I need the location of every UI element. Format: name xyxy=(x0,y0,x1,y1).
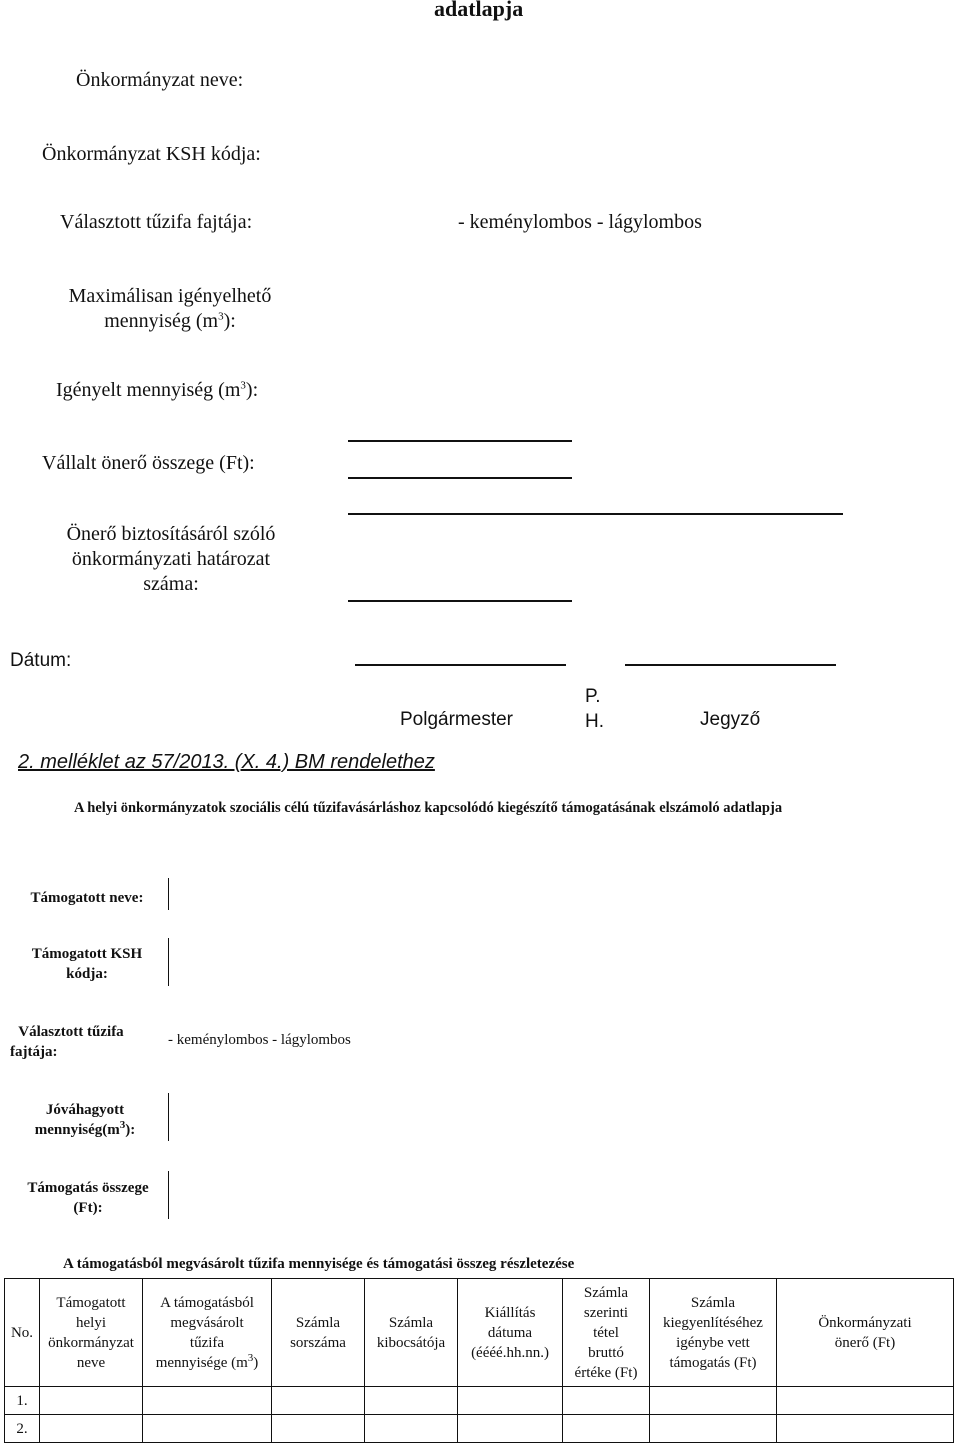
table-cell[interactable] xyxy=(143,1415,272,1443)
valasztott-tuzifa-value: - keménylombos - lágylombos xyxy=(168,1032,351,1048)
detail-table xyxy=(4,1278,954,1443)
jovahagyott-line2: $mennyiség(m^3)$: xyxy=(34,1119,136,1138)
max-mennyiseg-line2: mennyiség $(m^3)$: xyxy=(104,310,236,332)
table-cell[interactable] xyxy=(40,1415,143,1443)
table-cell[interactable] xyxy=(650,1415,777,1443)
table-row xyxy=(5,1415,954,1443)
ph-line2: H. xyxy=(585,711,604,732)
row-number: 2. xyxy=(5,1415,40,1443)
valasztott-tuzifa-label xyxy=(4,1022,138,1062)
th-brutto: Számla szerinti tétel bruttó értéke (Ft) xyxy=(563,1279,650,1387)
polgarmester-label: Polgármester xyxy=(400,709,513,730)
tuzifa-fajta-value: - keménylombos - lágylombos xyxy=(458,211,702,233)
datum-line-1[interactable] xyxy=(355,664,566,666)
fill-line-2[interactable] xyxy=(348,477,572,479)
tamogatas-osszege-line2: (Ft): xyxy=(73,1200,103,1216)
fill-line-3[interactable] xyxy=(348,513,843,515)
tamogatott-neve-field[interactable] xyxy=(168,878,169,910)
annex-heading: A helyi önkormányzatok szociális célú tűzifavásárláshoz kapcsolódó kiegészítő támogatásának elszámoló adatlapja xyxy=(74,800,783,816)
th-onero: Önkormányzati önerő (Ft) xyxy=(777,1279,954,1387)
table-cell[interactable] xyxy=(272,1387,365,1415)
tamogatott-neve-label: Támogatott neve: xyxy=(30,890,144,906)
row-number: 1. xyxy=(5,1387,40,1415)
table-cell[interactable] xyxy=(458,1415,563,1443)
page-title: adatlapja xyxy=(434,0,524,21)
jovahagyott-line1: Jóváhagyott xyxy=(45,1102,125,1118)
table-cell[interactable] xyxy=(563,1415,650,1443)
fill-line-4[interactable] xyxy=(348,600,572,602)
table-row xyxy=(5,1387,954,1415)
th-kibocsato: Számla kibocsátója xyxy=(365,1279,458,1387)
table-cell[interactable] xyxy=(777,1415,954,1443)
jovahagyott-label xyxy=(18,1100,152,1140)
tamogatott-ksh-label xyxy=(20,944,154,984)
tuzifa-fajta-label: Választott tűzifa fajtája: xyxy=(60,211,253,233)
ph-line1: P. xyxy=(585,686,601,707)
hatarozat-line2: önkormányzati határozat xyxy=(71,548,271,570)
ksh-kod-label: Önkormányzat KSH kódja: xyxy=(42,143,261,165)
th-kiegyenlites: Számla kiegyenlítéséhez igénybe vett támogatás (Ft) xyxy=(650,1279,777,1387)
table-cell[interactable] xyxy=(365,1387,458,1415)
onkormanyzat-neve-label: Önkormányzat neve: xyxy=(76,69,244,91)
igenyelt-mennyiseg-label: Igényelt mennyiség $(m^3)$: xyxy=(56,379,259,401)
table-cell[interactable] xyxy=(458,1387,563,1415)
hatarozat-label xyxy=(40,522,302,597)
th-sorszam: Számla sorszáma xyxy=(272,1279,365,1387)
table-cell[interactable] xyxy=(365,1415,458,1443)
jovahagyott-field[interactable] xyxy=(168,1093,169,1141)
table-cell[interactable] xyxy=(650,1387,777,1415)
tamogatott-ksh-field[interactable] xyxy=(168,938,169,986)
th-datum: Kiállítás dátuma (éééé.hh.nn.) xyxy=(458,1279,563,1387)
th-tamogatott: Támogatott helyi önkormányzat neve xyxy=(40,1279,143,1387)
tamogatott-ksh-line2: kódja: xyxy=(66,966,108,982)
tamogatott-ksh-line1: Támogatott KSH xyxy=(31,946,143,962)
hatarozat-line3: száma: xyxy=(143,573,199,595)
ph-label xyxy=(585,684,604,734)
datum-line-2[interactable] xyxy=(625,664,836,666)
table-cell[interactable] xyxy=(143,1387,272,1415)
tamogatas-osszege-label xyxy=(18,1178,158,1218)
valasztott-tuzifa-line1: Választott tűzifa xyxy=(18,1024,124,1040)
max-mennyiseg-line1: Maximálisan igényelhető xyxy=(68,285,272,307)
table-cell[interactable] xyxy=(777,1387,954,1415)
tamogatas-osszege-line1: Támogatás összege xyxy=(27,1180,149,1196)
tamogatas-osszege-field[interactable] xyxy=(168,1171,169,1219)
datum-label: Dátum: xyxy=(10,650,72,671)
th-no: No. xyxy=(5,1279,40,1387)
jegyzo-label: Jegyző xyxy=(700,709,761,730)
onero-label: Vállalt önerő összege (Ft): xyxy=(42,452,255,474)
max-mennyiseg-label xyxy=(40,284,300,334)
table-title: A támogatásból megvásárolt tűzifa mennyisége és támogatási összeg részletezése xyxy=(63,1256,575,1272)
hatarozat-line1: Önerő biztosításáról szóló xyxy=(66,523,276,545)
valasztott-tuzifa-line2: fajtája: xyxy=(10,1044,58,1060)
melleklet-reference: 2. melléklet az 57/2013. (X. 4.) BM rendelethez xyxy=(18,751,435,773)
th-mennyiseg: A támogatásból megvásárolt tűzifa mennyisége $(m^3)$ xyxy=(143,1279,272,1387)
table-header-row xyxy=(5,1279,954,1387)
table-cell[interactable] xyxy=(272,1415,365,1443)
table-cell[interactable] xyxy=(563,1387,650,1415)
fill-line-1[interactable] xyxy=(348,440,572,442)
table-cell[interactable] xyxy=(40,1387,143,1415)
